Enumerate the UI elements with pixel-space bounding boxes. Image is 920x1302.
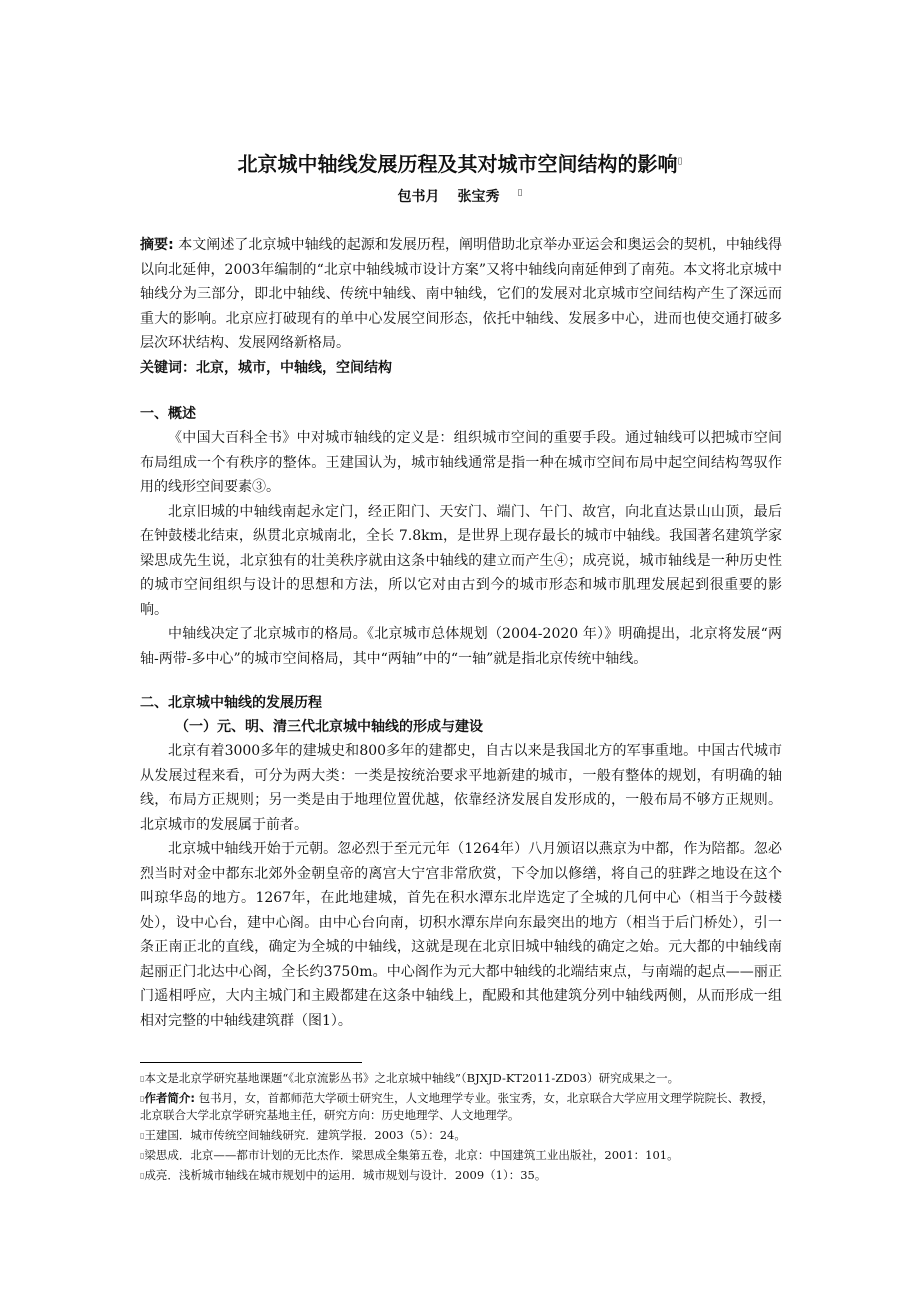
abstract [140,233,782,356]
footnote-divider [140,1062,362,1063]
footnote-text: 本文是北京学研究基地课题“《北京流影丛书》之北京城中轴线”（BJXJD-KT2011-ZD03）研究成果之一。 [144,1071,680,1085]
section-1-body [140,426,782,671]
abstract-text: 本文阐述了北京城中轴线的起源和发展历程，阐明借助北京举办亚运会和奥运会的契机，中轴线得以向北延伸，2003年编制的“北京中轴线城市设计方案”又将中轴线向南延伸到了南苑。本文将北京城中轴线分为三部分，即北中轴线、传统中轴线、南中轴线，它们的发展对北京城市空间结构产生了深远而重大的影响。北京应打破现有的单中心发展空间形态，依托中轴线、发展多中心，进而也使交通打破多层次环状结构、发展网络新格局。 [140,237,782,351]
author-2-name: 张宝秀 [457,189,500,205]
title-text: 北京城中轴线发展历程及其对城市空间结构的影响 [237,152,678,176]
footnotes [140,1070,785,1187]
section-2-subheading: （一）元、明、清三代北京城中轴线的形成与建设 [175,719,483,735]
footnote-marker: ▯ [517,188,523,199]
paper-title [0,148,920,177]
section-1-heading: 一、概述 [140,406,196,422]
footnote-3: ▯王建国．城市传统空间轴线研究．建筑学报．2003（5）：24。 [140,1128,466,1142]
footnote-1: ▯本文是北京学研究基地课题“《北京流影丛书》之北京城中轴线”（BJXJD-KT2011-ZD03）研究成果之一。 [140,1071,680,1085]
paragraph: 北京有着3000多年的建城史和800多年的建都史，自古以来是我国北方的军事重地。中国古代城市从发展过程来看，可分为两大类：一类是按统治要求平地新建的城市，一般有整体的规划，有明确的轴线，布局方正规则；另一类是由于地理位置优越，依靠经济发展自发形成的，一般布局不够方正规则。北京城市的发展属于前者。 [140,743,782,833]
abstract-label: 摘要: [140,237,174,253]
footnote-text: 王建国．城市传统空间轴线研究．建筑学报．2003（5）：24。 [144,1128,466,1142]
paragraph: 《中国大百科全书》中对城市轴线的定义是：组织城市空间的重要手段。通过轴线可以把城市空间布局组成一个有秩序的整体。王建国认为，城市轴线通常是指一种在城市空间布局中起空间结构驾驭作用的线形空间要素③。 [140,430,782,495]
footnote-label: 作者简介: [144,1091,196,1105]
footnote-text: 梁思成．北京——都市计划的无比杰作．梁思成全集第五卷，北京：中国建筑工业出版社，2001：101。 [144,1148,679,1162]
section-2-body [140,739,782,1033]
keywords: 关键词：北京，城市，中轴线，空间结构 [140,360,392,376]
author-1: 包书月 [397,189,440,205]
footnote-marker: ▯ [677,156,683,167]
paragraph: 北京城中轴线开始于元朝。忽必烈于至元元年（1264年）八月颁诏以燕京为中都，作为陪都。忽必烈当时对金中都东北郊外金朝皇帝的离宫大宁宫非常欣赏，下令加以修缮，将自己的驻跸之地设在这个叫琼华岛的地方。1267年，在此地建城，首先在积水潭东北岸选定了全城的几何中心（相当于今鼓楼处），设中心台，建中心阁。由中心台向南，切积水潭东岸向东最突出的地方（相当于后门桥处），引一条正南正北的直线，确定为全城的中轴线，这就是现在北京旧城中轴线的确定之始。元大都的中轴线南起丽正门北达中心阁，全长约3750m。中心阁作为元大都中轴线的北端结束点，与南端的起点——丽正门遥相呼应，大内主城门和主殿都建在这条中轴线上，配殿和其他建筑分列中轴线两侧，从而形成一组相对完整的中轴线建筑群（图1）。 [140,841,782,1029]
authors [0,186,920,206]
footnote-text: 包书月，女，首都师范大学硕士研究生，人文地理学专业。张宝秀，女，北京联合大学应用文理学院院长、教授，北京联合大学北京学研究基地主任，研究方向：历史地理学、人文地理学。 [140,1091,774,1122]
footnote-4: ▯梁思成．北京——都市计划的无比杰作．梁思成全集第五卷，北京：中国建筑工业出版社，2001：101。 [140,1148,679,1162]
footnote-5: ▯成亮．浅析城市轴线在城市规划中的运用．城市规划与设计．2009（1）：35。 [140,1168,547,1182]
author-2 [458,189,523,205]
footnote-2: ▯作者简介: 包书月，女，首都师范大学硕士研究生，人文地理学专业。张宝秀，女，北京联合大学应用文理学院院长、教授，北京联合大学北京学研究基地主任，研究方向：历史地理学、人文地理学。 [140,1091,774,1122]
footnote-text: 成亮．浅析城市轴线在城市规划中的运用．城市规划与设计．2009（1）：35。 [144,1168,547,1182]
section-2-heading: 二、北京城中轴线的发展历程 [140,695,322,711]
paragraph: 中轴线决定了北京城市的格局。《北京城市总体规划（2004-2020 年）》明确提出，北京将发展“两轴-两带-多中心”的城市空间格局，其中“两轴”中的“一轴”就是指北京传统中轴线。 [140,626,782,667]
paragraph: 北京旧城的中轴线南起永定门，经正阳门、天安门、端门、午门、故宫，向北直达景山山顶，最后在钟鼓楼北结束，纵贯北京城南北，全长 7.8km，是世界上现存最长的城市中轴线。我国著名建筑学家梁思成先生说，北京独有的壮美秩序就由这条中轴线的建立而产生④；成亮说，城市轴线是一种历史性的城市空间组织与设计的思想和方法，所以它对由古到今的城市形态和城市肌理发展起到很重要的影响。 [140,503,782,618]
